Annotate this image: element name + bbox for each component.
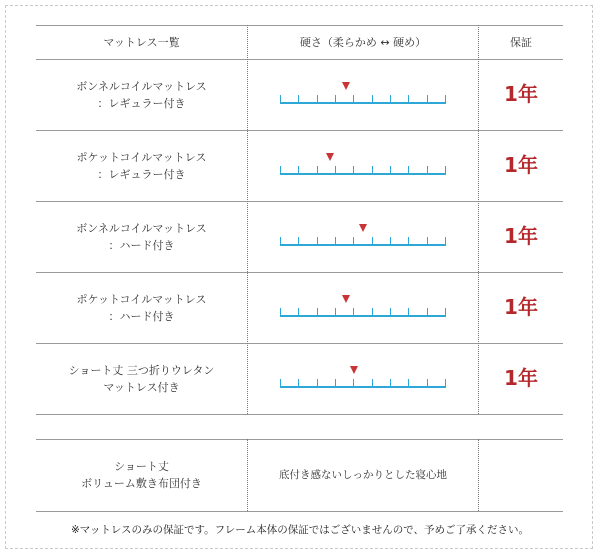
- scale-tick: [445, 166, 446, 175]
- header-warranty: [479, 25, 563, 59]
- scale-tick: [408, 166, 409, 175]
- row-name-line1: ポケットコイルマットレス: [76, 292, 207, 306]
- scale-tick: [298, 237, 299, 246]
- scale-tick: [298, 379, 299, 388]
- scale-tick: [353, 379, 354, 388]
- scale-tick: [372, 308, 373, 317]
- hardness-marker-icon: [342, 82, 350, 90]
- scale-tick: [372, 237, 373, 246]
- futon-description: [248, 439, 478, 511]
- scale-tick: [317, 379, 318, 388]
- table-row-name: [36, 59, 247, 130]
- hardness-scale: [280, 145, 450, 175]
- warranty-value: [479, 59, 563, 130]
- row-name-line2: ボリューム敷き布団付き: [81, 477, 202, 490]
- scale-tick: [298, 95, 299, 104]
- row-name-line1: ショート丈 三つ折りウレタン: [68, 363, 215, 377]
- scale-line: [280, 173, 445, 175]
- warranty-text: 1年: [504, 82, 538, 106]
- futon-description-text: 底付き感ないしっかりとした寝心地: [279, 468, 447, 481]
- row-name-line2: マットレス付き: [103, 380, 180, 394]
- warranty-text: 1年: [504, 295, 538, 319]
- hardness-scale: [280, 287, 450, 317]
- scale-tick: [353, 237, 354, 246]
- scale-line: [280, 386, 445, 388]
- row-name-line1: ショート丈: [114, 460, 169, 473]
- header-warranty-label: 保証: [510, 35, 532, 49]
- scale-tick: [335, 379, 336, 388]
- warranty-value: [479, 272, 563, 343]
- scale-tick: [353, 308, 354, 317]
- scale-tick: [408, 308, 409, 317]
- table-row-name: [36, 343, 247, 414]
- scale-tick: [372, 95, 373, 104]
- scale-tick: [280, 95, 281, 104]
- scale-tick: [335, 95, 336, 104]
- scale-tick: [317, 95, 318, 104]
- column-divider: [478, 439, 479, 511]
- hardness-scale: [280, 74, 450, 104]
- scale-tick: [390, 379, 391, 388]
- scale-tick: [408, 237, 409, 246]
- header-hardness-label: 硬さ（柔らかめ ↔ 硬め）: [299, 35, 427, 49]
- scale-tick: [427, 308, 428, 317]
- scale-tick: [317, 308, 318, 317]
- hardness-marker-icon: [326, 153, 334, 161]
- scale-tick: [353, 166, 354, 175]
- header-type-label: マットレス一覧: [103, 35, 180, 49]
- scale-tick: [390, 166, 391, 175]
- table-rule: [36, 414, 563, 415]
- row-name-line2: ：レギュラー付き: [97, 167, 186, 181]
- scale-tick: [427, 237, 428, 246]
- scale-tick: [280, 237, 281, 246]
- scale-tick: [427, 95, 428, 104]
- scale-tick: [390, 95, 391, 104]
- table-row-name: [36, 130, 247, 201]
- scale-tick: [445, 237, 446, 246]
- scale-tick: [390, 308, 391, 317]
- scale-tick: [445, 379, 446, 388]
- row-name-line2: ：ハード付き: [108, 238, 175, 252]
- table-row-name: [36, 272, 247, 343]
- hardness-scale: [280, 358, 450, 388]
- column-divider: [247, 25, 248, 414]
- scale-tick: [445, 95, 446, 104]
- scale-tick: [280, 308, 281, 317]
- warranty-text: 1年: [504, 366, 538, 390]
- scale-line: [280, 102, 445, 104]
- scale-tick: [280, 166, 281, 175]
- warranty-text: 1年: [504, 224, 538, 248]
- warranty-value: [479, 130, 563, 201]
- scale-tick: [390, 237, 391, 246]
- scale-tick: [335, 237, 336, 246]
- row-name-line2: ：レギュラー付き: [97, 96, 186, 110]
- warranty-value: [479, 343, 563, 414]
- table-rule: [36, 511, 563, 512]
- scale-tick: [298, 308, 299, 317]
- scale-line: [280, 315, 445, 317]
- scale-tick: [317, 237, 318, 246]
- hardness-marker-icon: [342, 295, 350, 303]
- scale-tick: [353, 95, 354, 104]
- header-type: [36, 25, 247, 59]
- futon-row-name: [36, 439, 247, 511]
- scale-tick: [427, 166, 428, 175]
- scale-tick: [335, 308, 336, 317]
- scale-tick: [317, 166, 318, 175]
- scale-tick: [280, 379, 281, 388]
- header-hardness: [248, 25, 478, 59]
- row-name-line2: ：ハード付き: [108, 309, 175, 323]
- scale-tick: [408, 379, 409, 388]
- row-name-line1: ボンネルコイルマットレス: [76, 221, 207, 235]
- warranty-text: 1年: [504, 153, 538, 177]
- table-row-name: [36, 201, 247, 272]
- scale-tick: [298, 166, 299, 175]
- row-name-line1: ボンネルコイルマットレス: [76, 79, 207, 93]
- footnote: ※マットレスのみの保証です。フレーム本体の保証ではございませんので、予めご了承ください。: [70, 524, 530, 536]
- scale-tick: [372, 166, 373, 175]
- hardness-scale: [280, 216, 450, 246]
- scale-tick: [335, 166, 336, 175]
- hardness-marker-icon: [350, 366, 358, 374]
- scale-tick: [408, 95, 409, 104]
- scale-tick: [445, 308, 446, 317]
- warranty-value: [479, 201, 563, 272]
- scale-tick: [427, 379, 428, 388]
- scale-line: [280, 244, 445, 246]
- row-name-line1: ポケットコイルマットレス: [76, 150, 207, 164]
- scale-tick: [372, 379, 373, 388]
- hardness-marker-icon: [359, 224, 367, 232]
